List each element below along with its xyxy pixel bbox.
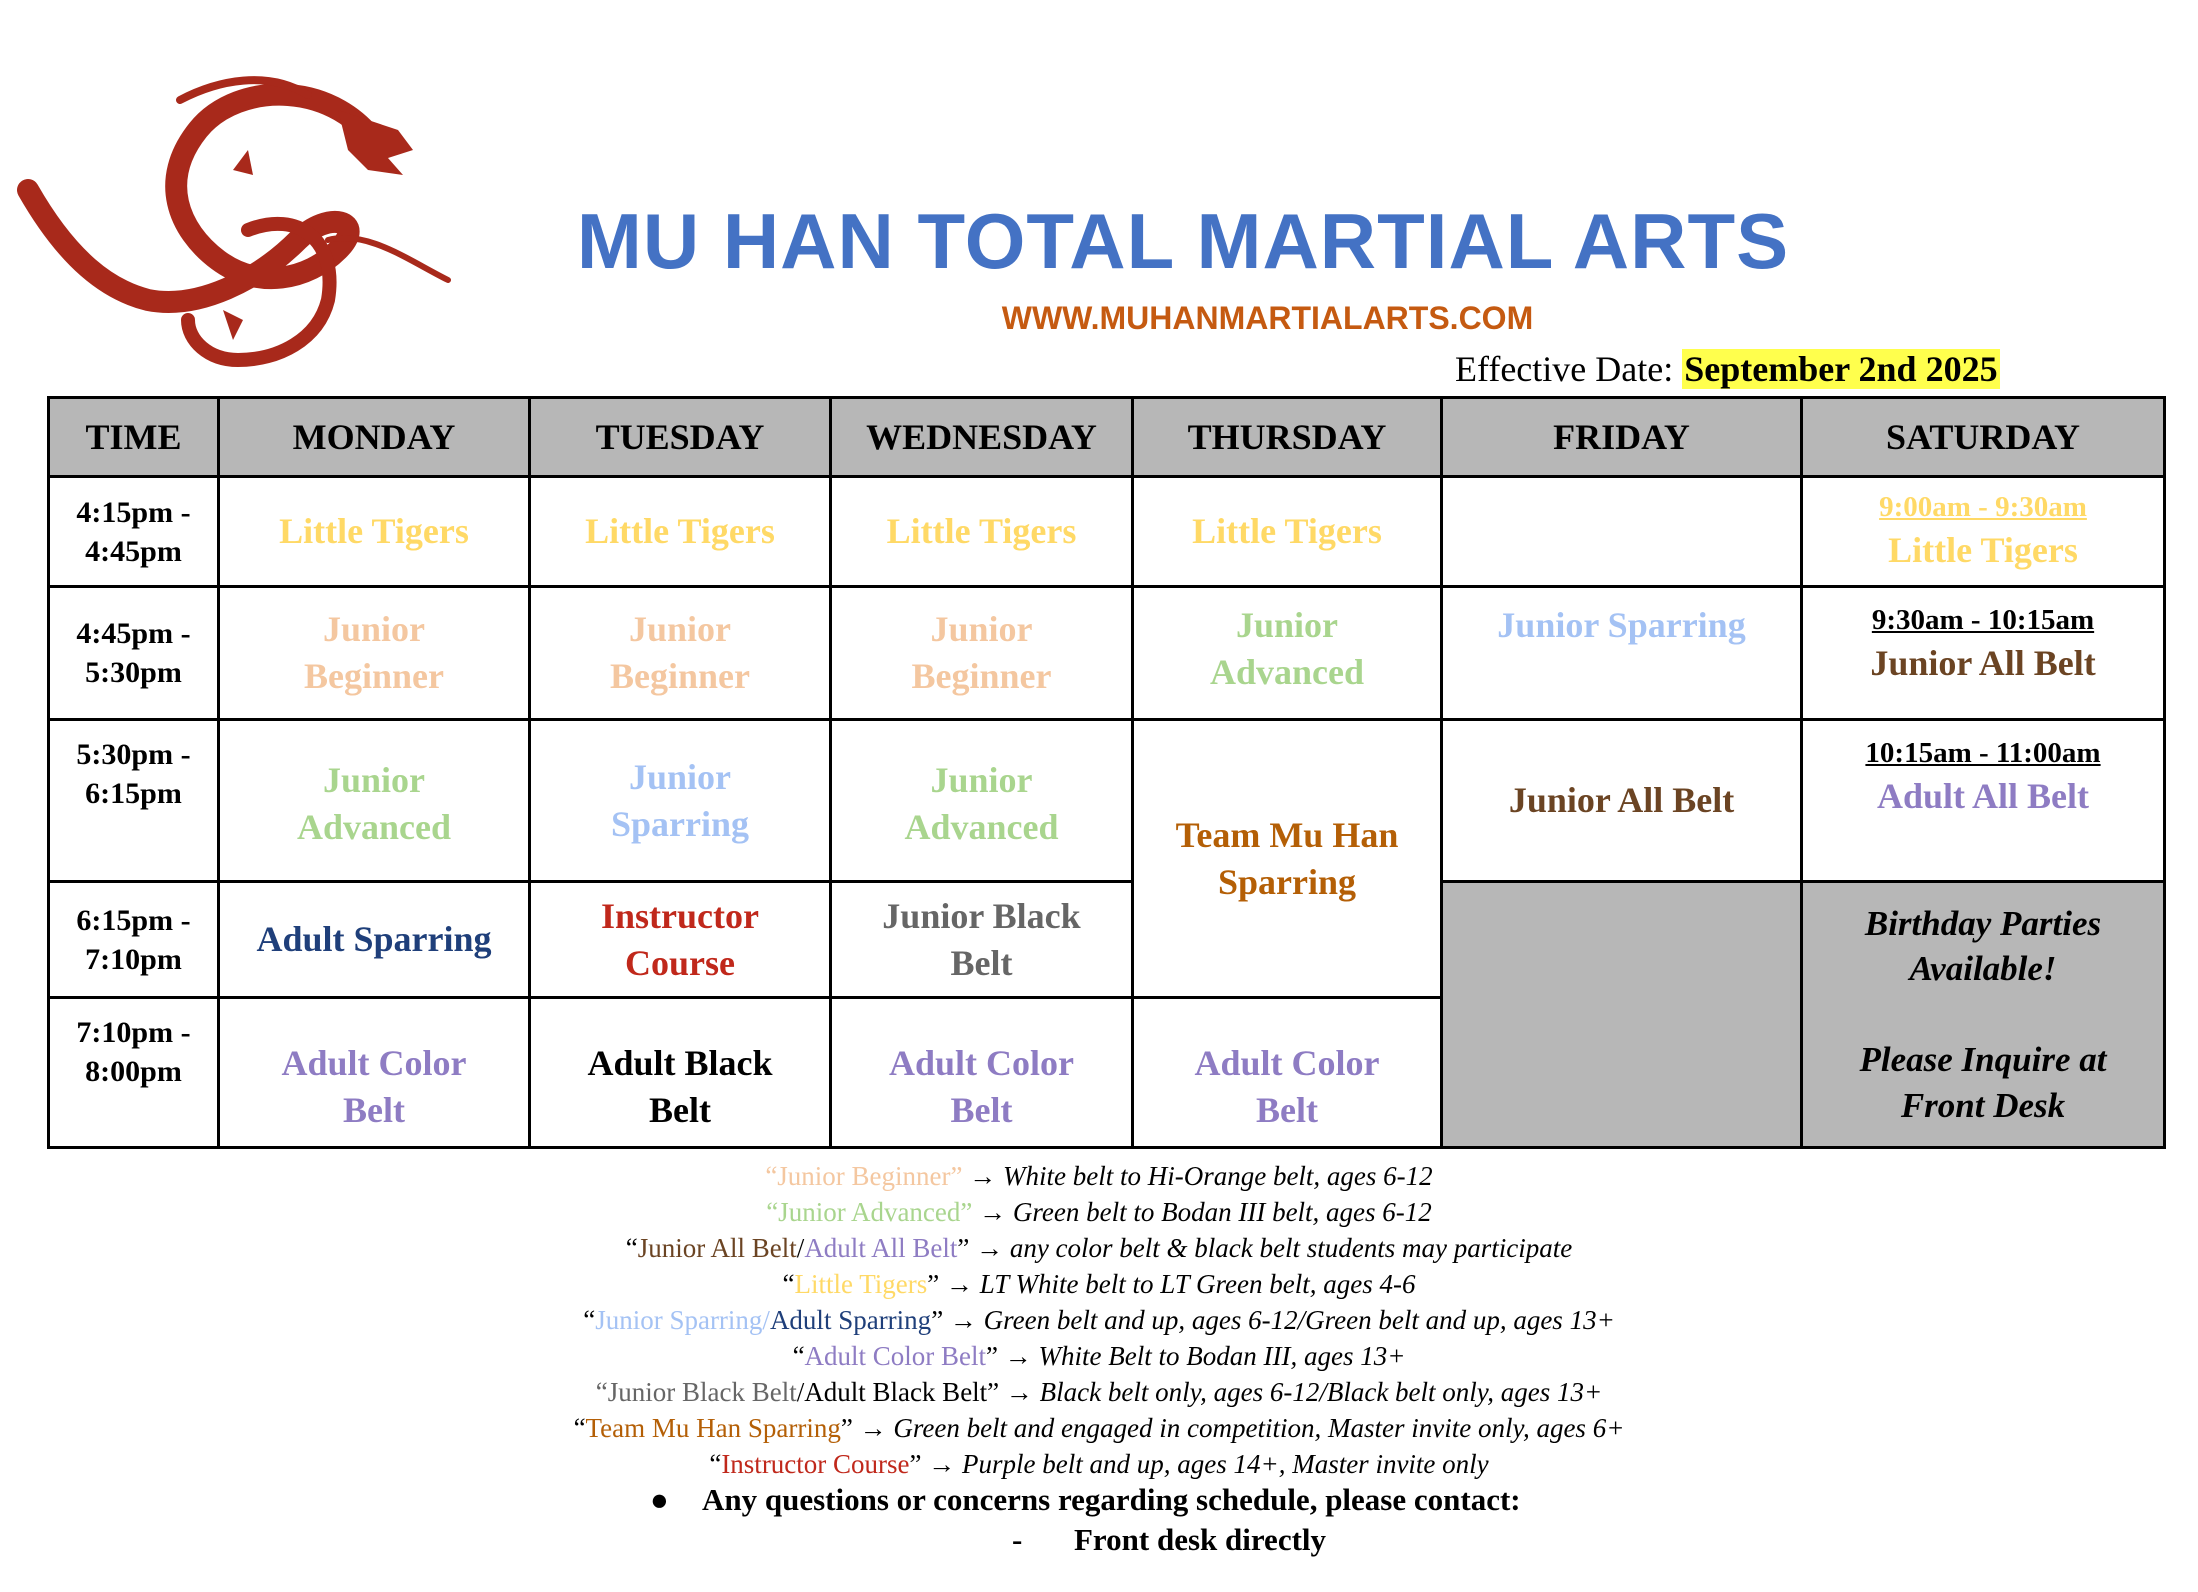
legend-class-name: ” bbox=[986, 1341, 999, 1371]
legend-class-name: “ bbox=[583, 1305, 596, 1335]
effective-date-value: September 2nd 2025 bbox=[1684, 349, 1998, 389]
legend-item bbox=[0, 1338, 2198, 1374]
class-cell: Junior All Belt bbox=[1442, 720, 1802, 882]
legend-class-name: Instructor Course bbox=[721, 1449, 910, 1479]
legend-class-name: Junior All Belt bbox=[637, 1233, 797, 1263]
arrow-icon: → bbox=[969, 1233, 1010, 1263]
birthday-parties-note: Birthday Parties Available! Please Inquire at Front Desk bbox=[1802, 882, 2165, 1148]
class-cell: Adult Black Belt bbox=[530, 998, 831, 1148]
unavailable-block bbox=[1442, 882, 1802, 1148]
arrow-icon: → bbox=[972, 1197, 1013, 1227]
legend-class-name: “ bbox=[709, 1449, 722, 1479]
legend-class-name: Junior Sparring/ bbox=[595, 1305, 770, 1335]
time-slot: 4:45pm - 5:30pm bbox=[49, 587, 219, 720]
legend-class-name: ” bbox=[957, 1233, 970, 1263]
legend-item bbox=[0, 1158, 2198, 1194]
column-header-saturday: SATURDAY bbox=[1802, 398, 2165, 477]
saturday-time: 9:30am - 10:15am bbox=[1871, 604, 2095, 636]
legend-item bbox=[0, 1194, 2198, 1230]
class-cell: Adult Sparring bbox=[219, 882, 530, 998]
arrow-icon: → bbox=[998, 1341, 1039, 1371]
arrow-icon: → bbox=[999, 1377, 1040, 1407]
legend-class-name: Adult Color Belt bbox=[804, 1341, 987, 1371]
class-cell: Junior Advanced bbox=[831, 720, 1133, 882]
class-cell: Instructor Course bbox=[530, 882, 831, 998]
empty-cell bbox=[1442, 477, 1802, 587]
legend-class-name: Adult Sparring bbox=[769, 1305, 932, 1335]
effective-date bbox=[1455, 348, 2000, 390]
dash-marker: - bbox=[1012, 1522, 1023, 1557]
class-cell: Little Tigers bbox=[219, 477, 530, 587]
class-cell: Little Tigers bbox=[831, 477, 1133, 587]
legend-class-name: ” bbox=[840, 1413, 853, 1443]
legend-description: LT White belt to LT Green belt, ages 4-6 bbox=[979, 1269, 1416, 1299]
time-slot: 7:10pm - 8:00pm bbox=[49, 998, 219, 1148]
legend-description: Green belt and up, ages 6-12/Green belt and up, ages 13+ bbox=[983, 1305, 1615, 1335]
legend-class-name: /Adult Black Belt” bbox=[796, 1377, 1000, 1407]
class-cell-team-mu-han: Team Mu Han Sparring bbox=[1133, 720, 1442, 998]
column-header-monday: MONDAY bbox=[219, 398, 530, 477]
table-header-row bbox=[49, 398, 2165, 477]
legend-description: Green belt to Bodan III belt, ages 6-12 bbox=[1012, 1197, 1432, 1227]
legend-item bbox=[0, 1410, 2198, 1446]
class-cell: 9:00am - 9:30am Little Tigers bbox=[1802, 477, 2165, 587]
legend-description: Green belt and engaged in competition, Master invite only, ages 6+ bbox=[893, 1413, 1625, 1443]
class-cell: 9:30am - 10:15am Junior All Belt bbox=[1802, 587, 2165, 720]
saturday-time: 9:00am - 9:30am bbox=[1879, 491, 2087, 524]
legend-class-name: ” bbox=[909, 1449, 922, 1479]
legend-class-name: ” bbox=[931, 1305, 944, 1335]
legend-class-name: “ bbox=[792, 1341, 805, 1371]
legend-item bbox=[0, 1374, 2198, 1410]
column-header-thursday: THURSDAY bbox=[1133, 398, 1442, 477]
contact-line: ● Any questions or concerns regarding schedule, please contact: bbox=[650, 1482, 1521, 1517]
page-title: MU HAN TOTAL MARTIAL ARTS bbox=[576, 197, 1790, 285]
legend-item bbox=[0, 1302, 2198, 1338]
arrow-icon: → bbox=[921, 1449, 963, 1479]
class-cell: Adult Color Belt bbox=[219, 998, 530, 1148]
legend-class-name: / bbox=[796, 1233, 805, 1263]
class-cell: Junior Advanced bbox=[219, 720, 530, 882]
legend-class-name: “Junior Beginner” bbox=[765, 1161, 963, 1191]
column-header-tuesday: TUESDAY bbox=[530, 398, 831, 477]
legend-class-name: “Junior Black Belt bbox=[595, 1377, 797, 1407]
class-cell: Junior Sparring bbox=[1442, 587, 1802, 720]
effective-date-label: Effective Date: bbox=[1455, 349, 1683, 389]
legend-description: Purple belt and up, ages 14+, Master invite only bbox=[962, 1449, 1489, 1479]
class-cell: Junior Sparring bbox=[530, 720, 831, 882]
legend-item bbox=[0, 1230, 2198, 1266]
table-row bbox=[49, 477, 2165, 587]
legend-class-name: Little Tigers bbox=[794, 1269, 928, 1299]
arrow-icon: → bbox=[962, 1161, 1003, 1191]
legend-class-name: “ bbox=[573, 1413, 586, 1443]
legend-class-name: Adult All Belt bbox=[804, 1233, 958, 1263]
legend-description: any color belt & black belt students may participate bbox=[1009, 1233, 1573, 1263]
class-cell: Little Tigers bbox=[1133, 477, 1442, 587]
legend-class-name: ” bbox=[927, 1269, 940, 1299]
class-cell: Adult Color Belt bbox=[1133, 998, 1442, 1148]
class-cell: Junior Advanced bbox=[1133, 587, 1442, 720]
column-header-time: TIME bbox=[49, 398, 219, 477]
legend-item bbox=[0, 1446, 2198, 1482]
legend-class-name: “Junior Advanced” bbox=[766, 1197, 973, 1227]
class-cell: Junior Beginner bbox=[831, 587, 1133, 720]
class-schedule-table bbox=[47, 396, 2166, 1149]
class-cell: Junior Black Belt bbox=[831, 882, 1133, 998]
column-header-wednesday: WEDNESDAY bbox=[831, 398, 1133, 477]
table-row bbox=[49, 882, 2165, 998]
contact-subline: - Front desk directly bbox=[1012, 1522, 1327, 1557]
arrow-icon: → bbox=[943, 1305, 984, 1335]
arrow-icon: → bbox=[939, 1269, 980, 1299]
legend-item bbox=[0, 1266, 2198, 1302]
column-header-friday: FRIDAY bbox=[1442, 398, 1802, 477]
table-row bbox=[49, 720, 2165, 882]
arrow-icon: → bbox=[852, 1413, 894, 1443]
legend-description: White belt to Hi-Orange belt, ages 6-12 bbox=[1003, 1161, 1433, 1191]
time-slot: 6:15pm - 7:10pm bbox=[49, 882, 219, 998]
time-slot: 4:15pm - 4:45pm bbox=[49, 477, 219, 587]
class-cell: Junior Beginner bbox=[219, 587, 530, 720]
time-slot: 5:30pm - 6:15pm bbox=[49, 720, 219, 882]
saturday-time: 10:15am - 11:00am bbox=[1865, 737, 2101, 769]
class-cell: Little Tigers bbox=[530, 477, 831, 587]
website-url[interactable]: WWW.MUHANMARTIALARTS.COM bbox=[1001, 300, 1534, 336]
legend-class-name: Team Mu Han Sparring bbox=[585, 1413, 841, 1443]
legend-description: White Belt to Bodan III, ages 13+ bbox=[1038, 1341, 1406, 1371]
bullet-icon: ● bbox=[650, 1482, 669, 1517]
legend-class-name: “ bbox=[625, 1233, 638, 1263]
dragon-logo-icon bbox=[8, 40, 488, 370]
class-legend bbox=[0, 1158, 2198, 1482]
legend-description: Black belt only, ages 6-12/Black belt only, ages 13+ bbox=[1039, 1377, 1603, 1407]
table-row bbox=[49, 587, 2165, 720]
class-cell: Junior Beginner bbox=[530, 587, 831, 720]
class-cell: 10:15am - 11:00am Adult All Belt bbox=[1802, 720, 2165, 882]
legend-class-name: “ bbox=[782, 1269, 795, 1299]
class-cell: Adult Color Belt bbox=[831, 998, 1133, 1148]
